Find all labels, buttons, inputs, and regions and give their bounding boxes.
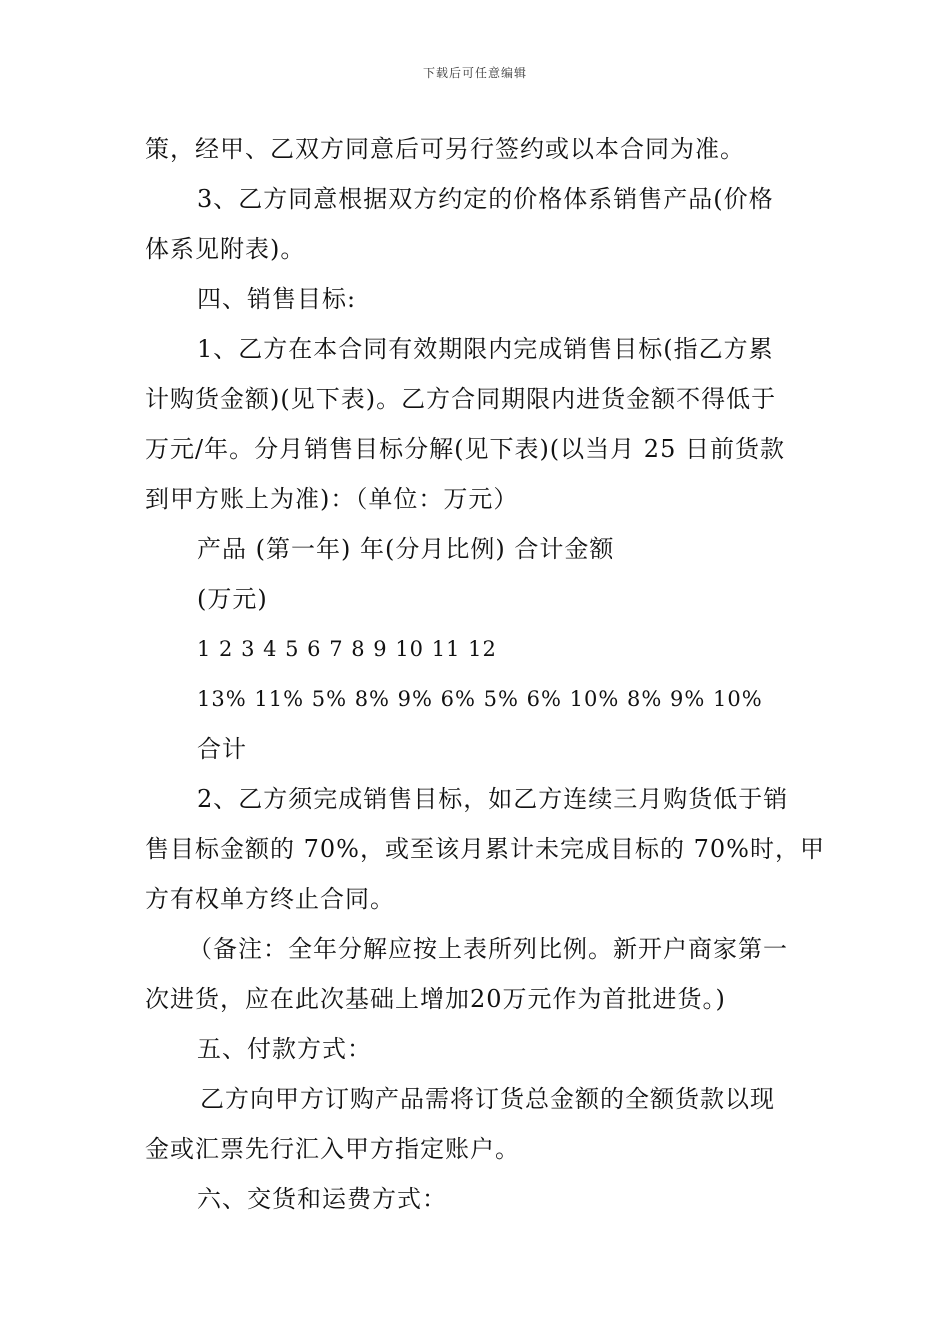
note-line: （备注：全年分解应按上表所列比例。新开户商家第一: [188, 935, 788, 963]
paragraph-line: 策，经甲、乙双方同意后可另行签约或以本合同为准。: [145, 135, 745, 163]
paragraph-line: 金或汇票先行汇入甲方指定账户。: [145, 1135, 520, 1163]
table-ratio-row: 13% 11% 5% 8% 9% 6% 5% 6% 10% 8% 9% 10%: [197, 687, 763, 711]
paragraph-line: 体系见附表)。: [145, 235, 306, 263]
note-line: 次进货，应在此次基础上增加20万元作为首批进货。): [145, 985, 726, 1013]
page-header: 下载后可任意编辑: [422, 66, 527, 80]
table-month-row: 1 2 3 4 5 6 7 8 9 10 11 12: [197, 637, 497, 661]
table-total-row: 合计: [197, 735, 247, 763]
paragraph-line: 乙方向甲方订购产品需将订货总金额的全额货款以现: [200, 1085, 775, 1113]
paragraph-line: 万元/年。分月销售目标分解(见下表)(以当月 25 日前货款: [145, 435, 785, 463]
table-header-line: 产品 (第一年) 年(分月比例) 合计金额: [197, 535, 615, 563]
section-heading: 四、销售目标:: [197, 285, 357, 313]
paragraph-line: 3、乙方同意根据双方约定的价格体系销售产品(价格: [197, 185, 774, 213]
paragraph-line: 方有权单方终止合同。: [145, 885, 395, 913]
paragraph-line: 售目标金额的 70%，或至该月累计未完成目标的 70%时，甲: [145, 835, 825, 863]
paragraph-line: 到甲方账上为准)：（单位：万元）: [145, 485, 519, 513]
paragraph-line: 2、乙方须完成销售目标，如乙方连续三月购货低于销: [197, 785, 789, 813]
paragraph-line: 计购货金额)(见下表)。乙方合同期限内进货金额不得低于: [145, 385, 777, 413]
paragraph-line: 1、乙方在本合同有效期限内完成销售目标(指乙方累: [197, 335, 774, 363]
section-heading: 五、付款方式：: [197, 1035, 372, 1063]
table-header-unit: (万元): [197, 585, 268, 613]
section-heading: 六、交货和运费方式：: [197, 1185, 447, 1213]
